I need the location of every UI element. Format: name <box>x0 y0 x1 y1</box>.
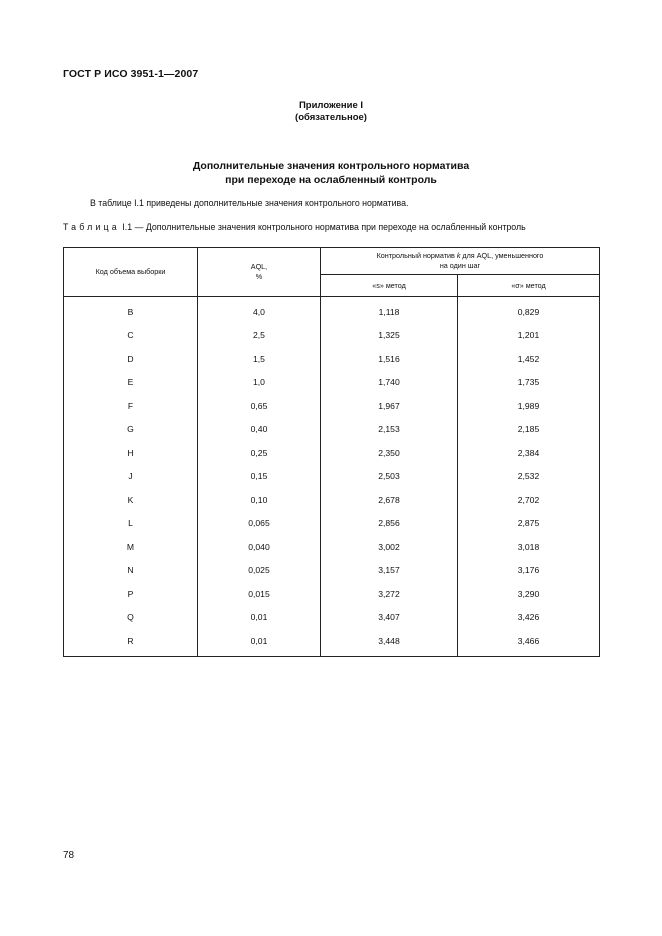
header-sample-code: Код объема выборки <box>64 248 198 297</box>
cell-s-method: 3,407 <box>321 606 458 630</box>
cell-sigma-method: 1,452 <box>458 347 600 371</box>
cell-aql: 0,01 <box>198 629 321 656</box>
cell-aql: 0,10 <box>198 488 321 512</box>
cell-aql: 4,0 <box>198 297 321 324</box>
cell-aql: 1,0 <box>198 371 321 395</box>
cell-s-method: 3,157 <box>321 559 458 583</box>
cell-aql: 0,040 <box>198 535 321 559</box>
header-group-k: k <box>456 251 461 260</box>
cell-sample-code: H <box>64 441 198 465</box>
table-caption-word: Таблица <box>63 222 120 232</box>
cell-sample-code: E <box>64 371 198 395</box>
cell-sigma-method: 2,532 <box>458 465 600 489</box>
cell-sigma-method: 2,702 <box>458 488 600 512</box>
header-aql <box>198 248 321 297</box>
intro-paragraph: В таблице I.1 приведены дополнительные значения контрольного норматива. <box>90 198 409 208</box>
cell-sample-code: L <box>64 512 198 536</box>
cell-s-method: 1,967 <box>321 394 458 418</box>
cell-s-method: 2,503 <box>321 465 458 489</box>
cell-s-method: 1,118 <box>321 297 458 324</box>
cell-aql: 0,65 <box>198 394 321 418</box>
table-row <box>64 394 600 418</box>
cell-sigma-method: 1,989 <box>458 394 600 418</box>
header-s-method: «s» метод <box>321 275 458 297</box>
table-row <box>64 512 600 536</box>
cell-s-method: 3,002 <box>321 535 458 559</box>
document-code: ГОСТ Р ИСО 3951-1—2007 <box>63 68 199 80</box>
cell-sample-code: D <box>64 347 198 371</box>
table-body <box>64 297 600 657</box>
cell-sigma-method: 1,201 <box>458 324 600 348</box>
table-row <box>64 582 600 606</box>
cell-sigma-method: 3,176 <box>458 559 600 583</box>
table-row <box>64 371 600 395</box>
cell-sample-code: Q <box>64 606 198 630</box>
page-number: 78 <box>63 850 75 861</box>
cell-s-method: 2,678 <box>321 488 458 512</box>
cell-s-method: 1,325 <box>321 324 458 348</box>
cell-s-method: 3,272 <box>321 582 458 606</box>
cell-sample-code: B <box>64 297 198 324</box>
table-row <box>64 324 600 348</box>
table-row <box>64 297 600 324</box>
annex-status: (обязательное) <box>295 112 367 123</box>
section-heading-line1: Дополнительные значения контрольного норматива <box>192 160 470 172</box>
table-caption-text: I.1 — Дополнительные значения контрольного норматива при переходе на ослабленный контроль <box>119 222 526 232</box>
cell-sample-code: C <box>64 324 198 348</box>
cell-sigma-method: 2,384 <box>458 441 600 465</box>
cell-aql: 1,5 <box>198 347 321 371</box>
table-row <box>64 465 600 489</box>
cell-sample-code: G <box>64 418 198 442</box>
cell-sample-code: N <box>64 559 198 583</box>
table-row <box>64 606 600 630</box>
table-row <box>64 535 600 559</box>
cell-sample-code: P <box>64 582 198 606</box>
cell-sigma-method: 3,426 <box>458 606 600 630</box>
header-group-line1 <box>321 251 599 261</box>
cell-sample-code: F <box>64 394 198 418</box>
cell-sigma-method: 3,018 <box>458 535 600 559</box>
cell-sample-code: R <box>64 629 198 656</box>
cell-aql: 0,01 <box>198 606 321 630</box>
table-row <box>64 629 600 656</box>
header-aql-unit: % <box>255 272 263 281</box>
cell-aql: 0,25 <box>198 441 321 465</box>
table-row <box>64 559 600 583</box>
cell-s-method: 1,516 <box>321 347 458 371</box>
cell-s-method: 3,448 <box>321 629 458 656</box>
cell-aql: 0,15 <box>198 465 321 489</box>
cell-s-method: 2,856 <box>321 512 458 536</box>
table-row <box>64 347 600 371</box>
cell-sigma-method: 2,875 <box>458 512 600 536</box>
cell-sigma-method: 0,829 <box>458 297 600 324</box>
cell-sample-code: J <box>64 465 198 489</box>
cell-sigma-method: 3,466 <box>458 629 600 656</box>
table-row <box>64 488 600 512</box>
cell-aql: 0,40 <box>198 418 321 442</box>
cell-sigma-method: 3,290 <box>458 582 600 606</box>
control-standard-table <box>63 247 600 657</box>
cell-sample-code: M <box>64 535 198 559</box>
cell-s-method: 2,153 <box>321 418 458 442</box>
cell-sigma-method: 1,735 <box>458 371 600 395</box>
table-row <box>64 418 600 442</box>
cell-aql: 0,025 <box>198 559 321 583</box>
header-aql-label: AQL, <box>250 262 268 271</box>
header-group-pre: Контрольный норматив <box>376 251 457 260</box>
annex-title: Приложение I <box>298 100 364 111</box>
cell-aql: 0,065 <box>198 512 321 536</box>
header-group-mid: для AQL, уменьшенного <box>460 251 544 260</box>
header-group-line2: на один шаг <box>439 261 481 270</box>
cell-sigma-method: 2,185 <box>458 418 600 442</box>
header-control-standard-group <box>321 248 600 275</box>
table-caption <box>63 222 526 232</box>
cell-s-method: 1,740 <box>321 371 458 395</box>
cell-sample-code: K <box>64 488 198 512</box>
header-sigma-method: «σ» метод <box>458 275 600 297</box>
section-heading-line2: при переходе на ослабленный контроль <box>225 174 437 186</box>
cell-aql: 0,015 <box>198 582 321 606</box>
cell-s-method: 2,350 <box>321 441 458 465</box>
table-row <box>64 441 600 465</box>
cell-aql: 2,5 <box>198 324 321 348</box>
